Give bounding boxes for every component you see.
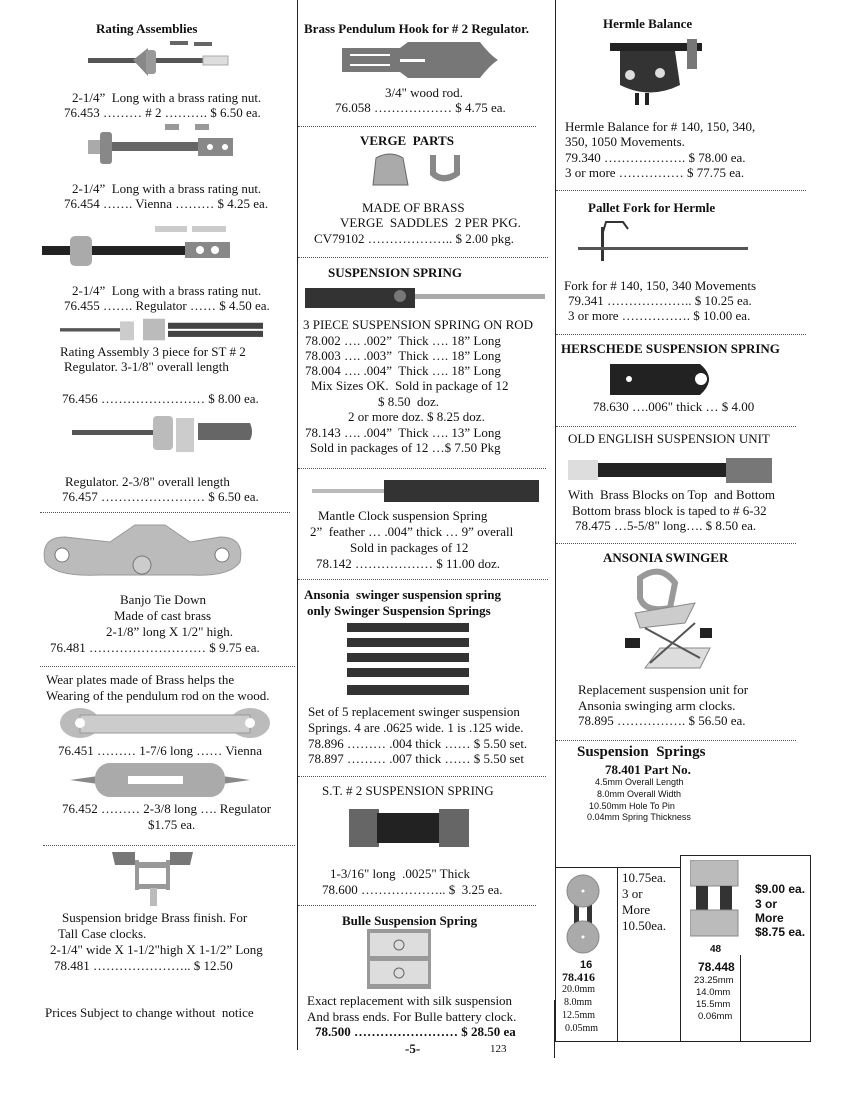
item-desc: Springs. 4 are .0625 wide. 1 is .125 wide.	[308, 720, 524, 735]
rating-assembly-photo	[40, 222, 235, 274]
spec-line: 20.0mm	[562, 984, 596, 995]
item-desc: Suspension bridge Brass finish. For	[62, 910, 248, 925]
item-price: 79.340 ………………. $ 78.00 ea.	[565, 150, 746, 165]
item-price: 76.453 ……… # 2 ………. $ 6.50 ea.	[64, 105, 261, 120]
spring-48-photo	[690, 860, 740, 938]
item-desc: Hermle Balance for # 140, 150, 340,	[565, 119, 756, 134]
section-title-old-english-unit: OLD ENGLISH SUSPENSION UNIT	[568, 431, 770, 446]
item-desc: With Brass Blocks on Top and Bottom	[568, 487, 776, 502]
item-desc: 2-1/4" wide X 1-1/2"high X 1-1/2” Long	[50, 942, 263, 957]
item-desc: Exact replacement with silk suspension	[307, 993, 513, 1008]
rating-assembly-photo	[88, 38, 233, 83]
item-desc: 3 PIECE SUSPENSION SPRING ON ROD	[303, 317, 534, 332]
item-desc: Rating Assembly 3 piece for ST # 2	[60, 344, 246, 359]
item-desc: Mix Sizes OK. Sold in package of 12	[311, 378, 509, 393]
item-desc: 2-1/4” Long with a brass rating nut.	[72, 181, 262, 196]
spec-line: 12.5mm	[562, 1010, 596, 1021]
suspension-spring-photo	[305, 284, 545, 314]
item-price: 78.003 …. .003” Thick …. 18” Long	[305, 348, 501, 363]
item-price: $ 8.50 doz.	[378, 394, 440, 409]
price: More	[755, 911, 784, 925]
item-price: 78.004 …. .004” Thick …. 18” Long	[305, 363, 501, 378]
pendulum-hook-photo	[340, 40, 500, 80]
spec-line: 23.25mm	[694, 975, 734, 986]
column-divider	[297, 0, 298, 1050]
banjo-tie-down-photo	[40, 517, 245, 589]
mantle-spring-photo	[312, 477, 542, 507]
spec-line: 8.0mm	[564, 997, 593, 1008]
item-price: 78.475 …5-5/8" long…. $ 8.50 ea.	[575, 518, 757, 533]
item-desc: 2-1/8” long X 1/2" high.	[106, 624, 233, 639]
separator	[298, 257, 548, 258]
item-desc: Wear plates made of Brass helps the	[46, 672, 235, 687]
price: More	[622, 902, 651, 917]
section-title-pallet-fork: Pallet Fork for Hermle	[588, 200, 716, 215]
item-desc: 2-1/4” Long with a brass rating nut.	[72, 90, 262, 105]
item-desc: VERGE SADDLES 2 PER PKG.	[340, 215, 521, 230]
section-title-suspension-spring: SUSPENSION SPRING	[328, 265, 463, 280]
item-desc: Wearing of the pendulum rod on the wood.	[46, 688, 270, 703]
section-title-suspension-springs: Suspension Springs	[577, 744, 706, 760]
bulle-spring-photo	[367, 929, 431, 989]
st2-spring-photo	[349, 807, 471, 849]
item-price: 78.143 …. .004” Thick …. 13” Long	[305, 425, 501, 440]
wear-plate-photo	[70, 760, 250, 800]
item-desc: Banjo Tie Down	[120, 592, 206, 607]
item-price: 76.451 ……… 1-7/6 long …… Vienna	[58, 743, 263, 758]
item-price: 78.600 ……………….. $ 3.25 ea.	[322, 882, 503, 897]
item-desc: Made of cast brass	[114, 608, 212, 623]
separator	[556, 190, 806, 191]
separator	[556, 740, 796, 741]
spec-line: 4.5mm Overall Length	[595, 777, 684, 787]
section-title-verge-parts: VERGE PARTS	[360, 133, 454, 148]
section-title-ansonia-swinger-spring: only Swinger Suspension Springs	[307, 603, 491, 618]
verge-saddles-photo	[368, 150, 468, 188]
rating-assembly-photo	[58, 316, 268, 343]
item-price: 76.452 ……… 2-3/8 long …. Regulator	[62, 801, 272, 816]
hermle-balance-photo	[605, 35, 705, 107]
section-title-hermle-balance: Hermle Balance	[603, 16, 693, 31]
item-price: 78.500 …………………… $ 28.50 ea	[315, 1024, 516, 1039]
price: $9.00 ea.	[755, 882, 806, 896]
price: 10.50ea.	[622, 918, 667, 933]
item-price: 78.481 ………………….. $ 12.50	[54, 958, 233, 973]
item-desc: 3/4" wood rod.	[385, 85, 463, 100]
price: $8.75 ea.	[755, 925, 806, 939]
item-desc: 1-3/16" long .0025" Thick	[330, 866, 471, 881]
page-number: 123	[490, 1043, 507, 1055]
item-price: $1.75 ea.	[148, 817, 196, 832]
price: 10.75ea.	[622, 870, 667, 885]
item-price: 2 or more doz. $ 8.25 doz.	[348, 409, 485, 424]
item-price: 78.897 ……… .007 thick …… $ 5.50 set	[308, 751, 524, 766]
item-desc: Mantle Clock suspension Spring	[318, 508, 488, 523]
section-title-st2-spring: S.T. # 2 SUSPENSION SPRING	[322, 783, 494, 798]
spec-line: 14.0mm	[696, 987, 731, 998]
spec-line: 15.5mm	[696, 999, 731, 1010]
separator	[43, 845, 295, 846]
box-divider	[740, 955, 741, 1042]
part-number: 78.416	[562, 970, 595, 984]
item-desc: MADE OF BRASS	[362, 200, 465, 215]
item-desc: Regulator. 2-3/8" overall length	[65, 474, 230, 489]
item-desc: And brass ends. For Bulle battery clock.	[307, 1009, 517, 1024]
item-desc: Replacement suspension unit for	[578, 682, 749, 697]
item-desc: Tall Case clocks.	[58, 926, 147, 941]
spec-line: 10.50mm Hole To Pin	[589, 801, 675, 811]
section-title-pendulum-hook: Brass Pendulum Hook for # 2 Regulator.	[304, 21, 529, 36]
item-price: 76.481 ……………………… $ 9.75 ea.	[50, 640, 260, 655]
rating-assembly-photo	[80, 122, 240, 170]
spring-label: 16	[580, 959, 593, 971]
column-divider	[555, 0, 556, 868]
section-title-ansonia-swinger: ANSONIA SWINGER	[603, 550, 729, 565]
old-english-unit-photo	[568, 455, 778, 485]
item-price: 76.455 ……. Regulator …… $ 4.50 ea.	[64, 298, 270, 313]
item-desc: Ansonia swinging arm clocks.	[578, 698, 736, 713]
price-disclaimer: Prices Subject to change without notice	[45, 1005, 254, 1020]
separator	[298, 776, 546, 777]
separator	[40, 512, 290, 513]
spec-line: 8.0mm Overall Width	[597, 789, 682, 799]
item-price: 3 or more ……………. $ 10.00 ea.	[568, 308, 751, 323]
spec-line: 0.04mm Spring Thickness	[587, 812, 691, 822]
wear-plate-photo	[60, 705, 270, 741]
item-price: 76.456 …………………… $ 8.00 ea.	[62, 391, 259, 406]
herschede-spring-photo	[605, 362, 720, 397]
separator	[556, 426, 796, 427]
item-price: 76.454 ……. Vienna ……… $ 4.25 ea.	[64, 196, 269, 211]
item-price: 3 or more …………… $ 77.75 ea.	[565, 165, 745, 180]
part-number: 78.401 Part No.	[605, 762, 691, 777]
item-price: 78.002 …. .002” Thick …. 18” Long	[305, 333, 501, 348]
box-divider	[617, 867, 618, 1042]
section-title-ansonia-swinger-spring: Ansonia swinger suspension spring	[304, 587, 501, 602]
page-label: -5-	[405, 1041, 421, 1056]
item-price: 76.058 ……………… $ 4.75 ea.	[335, 100, 506, 115]
price: 3 or	[755, 897, 778, 911]
item-price: 78.142 ……………… $ 11.00 doz.	[316, 556, 501, 571]
item-price: 78.630 ….006" thick … $ 4.00	[593, 399, 755, 414]
separator	[298, 126, 536, 127]
part-number: 78.448	[698, 960, 735, 974]
item-price: 78.896 ……… .004 thick …… $ 5.50 set.	[308, 736, 528, 751]
item-desc: Bottom brass block is taped to # 6-32	[572, 503, 767, 518]
section-title-herschede-spring: HERSCHEDE SUSPENSION SPRING	[561, 341, 780, 356]
item-desc: Regulator. 3-1/8" overall length	[64, 359, 229, 374]
price: 3 or	[622, 886, 643, 901]
column-divider	[554, 1000, 555, 1058]
separator	[298, 905, 536, 906]
separator	[556, 543, 796, 544]
item-desc: 350, 1050 Movements.	[565, 134, 685, 149]
spec-line: 0.05mm	[565, 1023, 599, 1034]
separator	[556, 334, 806, 335]
spring-label: 48	[710, 944, 722, 955]
item-price: 79.341 ……………….. $ 10.25 ea.	[568, 293, 752, 308]
section-title-rating-assemblies: Rating Assemblies	[96, 21, 198, 36]
ansonia-swinger-photo	[620, 568, 720, 678]
separator	[298, 468, 546, 469]
item-price: 76.457 …………………… $ 6.50 ea.	[62, 489, 259, 504]
item-desc: 2” feather … .004” thick … 9” overall	[310, 524, 514, 539]
spring-16-photo	[565, 871, 601, 957]
item-desc: 2-1/4” Long with a brass rating nut.	[72, 283, 262, 298]
item-desc: Fork for # 140, 150, 340 Movements	[564, 278, 757, 293]
item-desc: Set of 5 replacement swinger suspension	[308, 704, 520, 719]
rating-assembly-photo	[68, 408, 258, 460]
swinger-springs-photo	[347, 621, 471, 697]
item-price: Sold in packages of 12 …$ 7.50 Pkg	[310, 440, 501, 455]
separator	[298, 579, 548, 580]
section-title-bulle-spring: Bulle Suspension Spring	[342, 913, 478, 928]
separator	[40, 666, 295, 667]
spec-line: 0.06mm	[698, 1011, 733, 1022]
item-desc: Sold in packages of 12	[350, 540, 469, 555]
suspension-bridge-photo	[110, 850, 200, 908]
pallet-fork-photo	[578, 217, 753, 262]
item-price: CV79102 ……………….. $ 2.00 pkg.	[314, 231, 515, 246]
item-price: 78.895 ……………. $ 56.50 ea.	[578, 713, 746, 728]
